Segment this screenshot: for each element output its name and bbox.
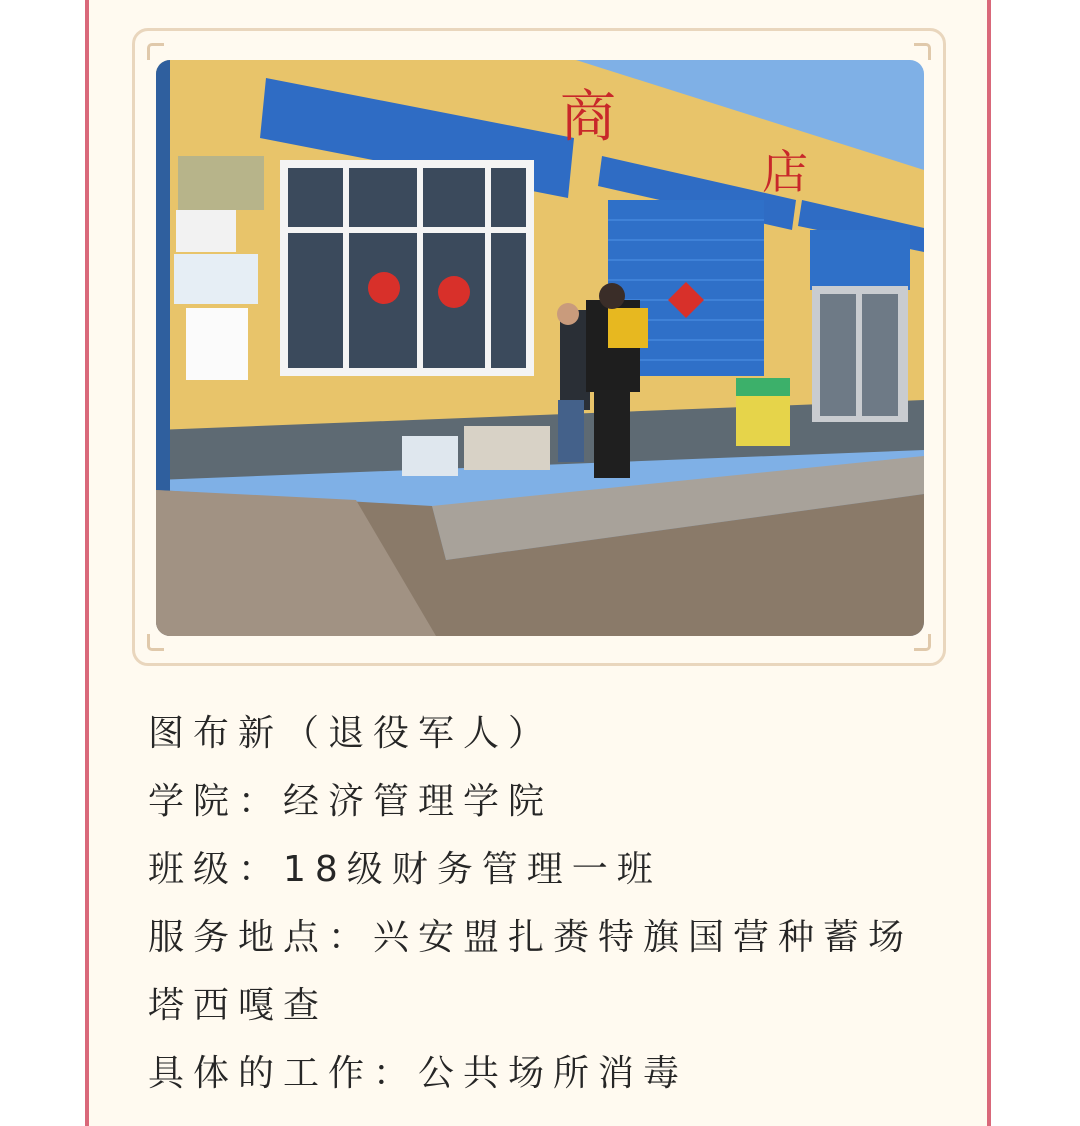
work-line: 具体的工作：公共场所消毒 bbox=[148, 1053, 689, 1094]
location-line-continued: 塔西嘎查 bbox=[148, 985, 329, 1026]
profile-info bbox=[148, 700, 938, 1108]
sign-char-dian: 店 bbox=[762, 145, 808, 199]
class-line: 班级：18级财务管理一班 bbox=[148, 849, 662, 890]
name-line: 图布新（退役军人） bbox=[148, 713, 554, 754]
frame-corner-ornament bbox=[914, 43, 931, 60]
sign-char-shang: 商 bbox=[560, 85, 616, 150]
college-line: 学院：经济管理学院 bbox=[148, 781, 554, 822]
frame-corner-ornament bbox=[147, 43, 164, 60]
shop-photo bbox=[156, 60, 924, 636]
shop-photo-illustration bbox=[156, 60, 924, 636]
frame-corner-ornament bbox=[914, 634, 931, 651]
frame-corner-ornament bbox=[147, 634, 164, 651]
location-line: 服务地点：兴安盟扎赉特旗国营种蓄场 bbox=[148, 917, 914, 958]
